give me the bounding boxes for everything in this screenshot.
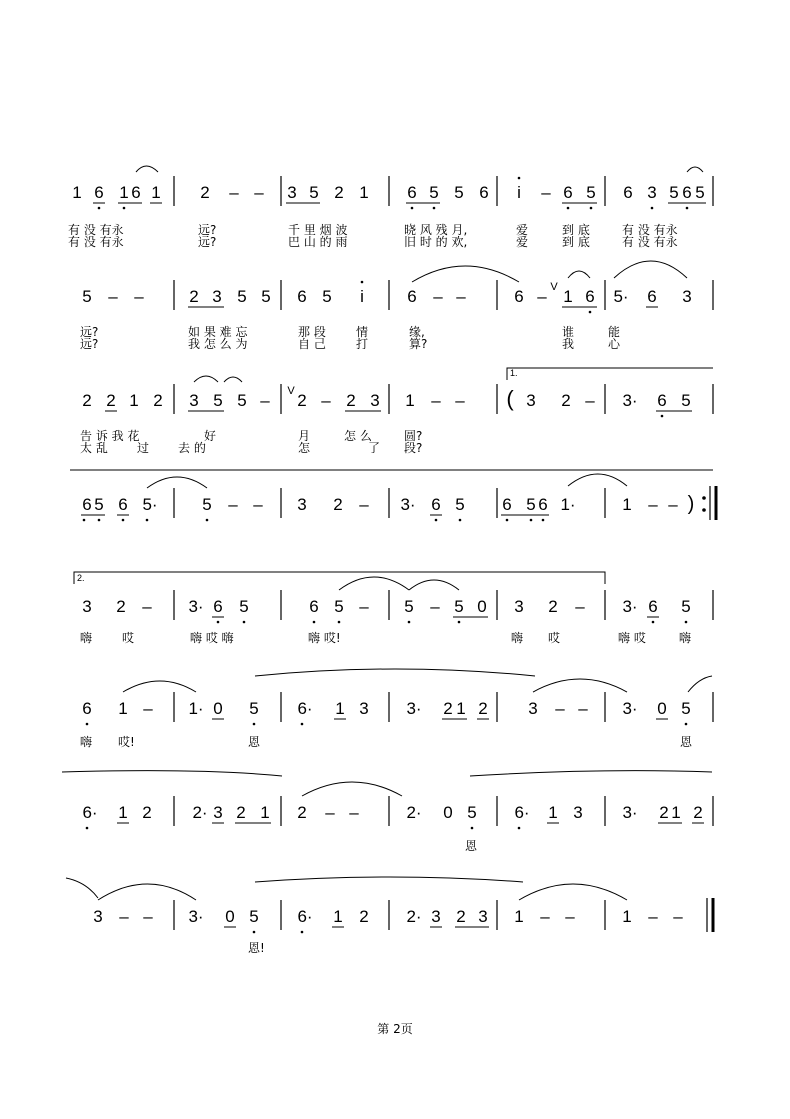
lyric: 千 里 烟 波 [288,223,348,237]
lyric: 好 [204,429,217,443]
volta-label: 2. [77,573,85,583]
note: 2 [561,391,571,410]
note: 1 [335,699,345,718]
note: 3 [573,803,583,822]
note: 2· [406,803,422,822]
note: i [517,183,521,202]
note: 1 [119,183,129,202]
note: 6 [563,183,573,202]
note: 3 [213,803,223,822]
note: – [260,391,270,410]
note: 2 [693,803,703,822]
score-row-8 [66,877,713,955]
note: 6· [82,803,98,822]
note: – [578,699,588,718]
lyric: 段? [404,441,423,455]
lyric: 恩! [248,941,265,955]
score-row-1 [68,166,713,249]
note: 2 [548,597,558,616]
note: V [287,385,295,397]
lyric: 怎 [298,441,311,455]
note: 3· [622,803,638,822]
note: 5 [237,391,247,410]
lyrics [80,428,422,455]
note: 6 [648,597,658,616]
lyric: 我 怎 么 为 [188,337,248,351]
lyric: 爱 [516,223,529,237]
note: 1· [560,495,576,514]
note: 5 [681,391,691,410]
note: – [648,495,658,514]
note: 6 [131,183,141,202]
note: 3 [526,391,536,410]
note: 5 [202,495,212,514]
note: 6 [82,699,92,718]
note: 2 [189,287,199,306]
lyric: 告 诉 我 花 [80,429,140,443]
note: – [321,391,331,410]
note: 5 [249,699,259,718]
note: 1 [622,907,632,926]
note: 6 [538,495,548,514]
note: 6 [407,287,417,306]
lyric: 到 底 [562,223,590,237]
note: – [228,495,238,514]
note: – [431,391,441,410]
note: 5 [309,183,319,202]
note: 2· [406,907,422,926]
note: 5 [467,803,477,822]
score-row-6 [80,669,713,749]
note: 5· [142,495,158,514]
note: 2 [456,907,466,926]
note: ( [506,386,514,411]
note: – [537,287,547,306]
note: 6· [297,907,313,926]
score-row-4 [81,474,716,521]
lyric: 能 [608,325,621,339]
slurs [147,474,627,488]
note: – [555,699,565,718]
note: 3· [622,391,638,410]
note: 1 [405,391,415,410]
lyric: 恩 [465,839,478,853]
lyric: 算? [409,337,428,351]
notes [93,907,683,926]
note: 1 [118,803,128,822]
note: 1 [260,803,270,822]
note: 6 [431,495,441,514]
note: – [229,183,239,202]
note: 3 [528,699,538,718]
note: 2 [443,699,453,718]
lyric: 有 没 有永 [68,223,124,237]
note: 3 [287,183,297,202]
note: V [550,281,558,293]
note: – [349,803,359,822]
note: 5 [669,183,679,202]
note: 5 [429,183,439,202]
lyric: 远? [80,337,99,351]
score-row-5 [74,572,713,645]
note: 2 [297,391,307,410]
note: 3 [359,699,369,718]
tie-line [470,771,712,776]
page-number: 第 2页 [377,1022,413,1036]
slurs [123,669,712,692]
note: 5 [334,597,344,616]
note: 2 [200,183,210,202]
note: 5 [681,699,691,718]
lyrics [80,630,691,645]
dots [217,621,688,624]
note: – [325,803,335,822]
lyric: 远? [198,223,217,237]
note: 6 [657,391,667,410]
note: 5 [322,287,332,306]
note: 3 [93,907,103,926]
note: – [134,287,144,306]
note: – [541,183,551,202]
note: 1 [333,907,343,926]
note: 6 [407,183,417,202]
lyric: 有 没 有永 [622,235,678,249]
barlines [174,280,713,310]
note: 6 [297,287,307,306]
lyric: 去 的 [178,441,206,455]
note: 2 [116,597,126,616]
note: – [119,907,129,926]
dots [83,519,545,522]
lyric: 到 底 [562,235,590,249]
lyrics [80,734,693,749]
lyrics [465,839,478,853]
lyric: 巴 山 的 雨 [288,235,348,249]
note: 6 [309,597,319,616]
lyric: 哎 [122,631,135,645]
lyrics [80,324,621,351]
note: 2 [297,803,307,822]
note: 3 [431,907,441,926]
note: 1 [151,183,161,202]
note: 1 [359,183,369,202]
note: 3· [400,495,416,514]
note: 6 [213,597,223,616]
note: 3 [647,183,657,202]
lyric: 嗨 [80,735,93,749]
dots [98,177,692,210]
note: – [254,183,264,202]
note: 2 [478,699,488,718]
note: 6 [585,287,595,306]
note: – [456,287,466,306]
note: 2 [106,391,116,410]
note: 5 [526,495,536,514]
lyric: 旧 时 的 欢, [404,235,468,249]
note: – [673,907,683,926]
lyric: 打 [356,337,369,351]
note: 5 [261,287,271,306]
note: 5 [695,183,705,202]
note: 3· [188,597,204,616]
lyric: 远? [80,325,99,339]
volta-label: 1. [510,368,518,378]
slurs [339,577,459,590]
lyric: 谁 [562,325,575,339]
lyric: 怎 么 [344,429,372,443]
repeat-end [702,486,716,520]
note: 3 [189,391,199,410]
note: 6 [623,183,633,202]
note: – [143,699,153,718]
note: 1 [514,907,524,926]
note: 5 [586,183,596,202]
note: 2 [333,495,343,514]
lyric: 恩 [248,735,261,749]
lyrics [68,222,678,249]
note: 3· [622,597,638,616]
lyric: 我 [562,337,575,351]
note: 3 [682,287,692,306]
note: 5 [213,391,223,410]
note: 6 [479,183,489,202]
note: 0 [657,699,667,718]
tie-line [62,771,282,776]
note: 6 [647,287,657,306]
note: 1 [548,803,558,822]
slurs [412,261,687,282]
final-barline [707,898,713,932]
note: 5 [454,183,464,202]
note: – [455,391,465,410]
lyric: 太 乱 [80,441,108,455]
note: 5 [404,597,414,616]
lyric: 圆? [404,429,423,443]
lyric: 远? [198,235,217,249]
note: 3 [212,287,222,306]
note: 3 [370,391,380,410]
note: 6 [82,495,92,514]
note: 3· [406,699,422,718]
note: 0 [225,907,235,926]
lyric: 哎 [548,631,561,645]
dots [86,723,688,726]
lyric: 自 己 [298,337,326,351]
note: 2 [236,803,246,822]
note: 5 [239,597,249,616]
lyric: 心 [608,337,621,351]
note: – [108,287,118,306]
slurs [194,376,242,382]
note: – [359,597,369,616]
note: 2 [359,907,369,926]
note: 5· [613,287,629,306]
note: 0 [443,803,453,822]
note: 2· [192,803,208,822]
note: – [142,597,152,616]
score-row-3 [80,368,713,455]
note: 6 [502,495,512,514]
dots [661,415,664,418]
slurs [66,877,627,900]
note: 6 [94,183,104,202]
note: 2 [346,391,356,410]
lyric: 了 [368,441,381,455]
note: 3 [297,495,307,514]
lyric: 缘, [409,325,425,339]
note: 1 [72,183,82,202]
note: 5 [455,495,465,514]
note: 6 [118,495,128,514]
lyric: 嗨 [80,631,93,645]
lyric: 如 果 难 忘 [188,325,248,339]
note: 1 [456,699,466,718]
note: 2 [153,391,163,410]
note: 2 [659,803,669,822]
score-row-7 [82,782,713,853]
note: 3 [82,597,92,616]
lyric: 晓 风 残 月, [404,223,468,237]
note: – [253,495,263,514]
lyric: 嗨 哎 [618,631,646,645]
note: 6 [682,183,692,202]
note: 1 [563,287,573,306]
note: 2 [142,803,152,822]
lyric: 那 段 [298,325,326,339]
score-row-2 [80,261,713,351]
note: 3· [188,907,204,926]
volta-2 [74,572,605,584]
note: 3 [514,597,524,616]
note: 5 [681,597,691,616]
lyric: 爱 [516,235,529,249]
note: – [565,907,575,926]
note: – [540,907,550,926]
note: 0 [477,597,487,616]
lyric: 嗨 [679,631,692,645]
note: 3· [622,699,638,718]
note: – [575,597,585,616]
slurs [136,166,703,172]
note: 6· [297,699,313,718]
note: 5 [82,287,92,306]
note: 0 [213,699,223,718]
note: i [360,287,364,306]
dots [253,931,304,934]
lyric: 哎! [118,735,135,749]
note: 1 [129,391,139,410]
note: – [430,597,440,616]
lyric: 有 没 有永 [622,223,678,237]
lyric: 嗨 [511,631,524,645]
note: 1· [188,699,204,718]
note: – [648,907,658,926]
note: 3 [478,907,488,926]
lyrics [248,941,265,955]
note: – [433,287,443,306]
lyric: 嗨 哎 嗨 [190,631,234,645]
note: 6 [514,287,524,306]
lyric: 有 没 有永 [68,235,124,249]
lyric: 过 [137,441,150,455]
lyric: 月 [298,429,311,443]
note: – [585,391,595,410]
slurs [302,782,402,796]
note: – [359,495,369,514]
lyric: 情 [356,325,369,339]
dots [86,827,521,830]
note: 6· [514,803,530,822]
note: 5 [94,495,104,514]
note: 5 [249,907,259,926]
note: 1 [118,699,128,718]
note: 5 [454,597,464,616]
lyric: 恩 [680,735,693,749]
notes [82,803,702,822]
lyric: 嗨 哎! [308,631,341,645]
note: 2 [82,391,92,410]
note: 5 [237,287,247,306]
note: 1 [622,495,632,514]
note: 1 [671,803,681,822]
note: – [143,907,153,926]
note: ) [687,493,695,515]
note: 2 [334,183,344,202]
volta-1 [507,368,713,380]
note: – [668,495,678,514]
